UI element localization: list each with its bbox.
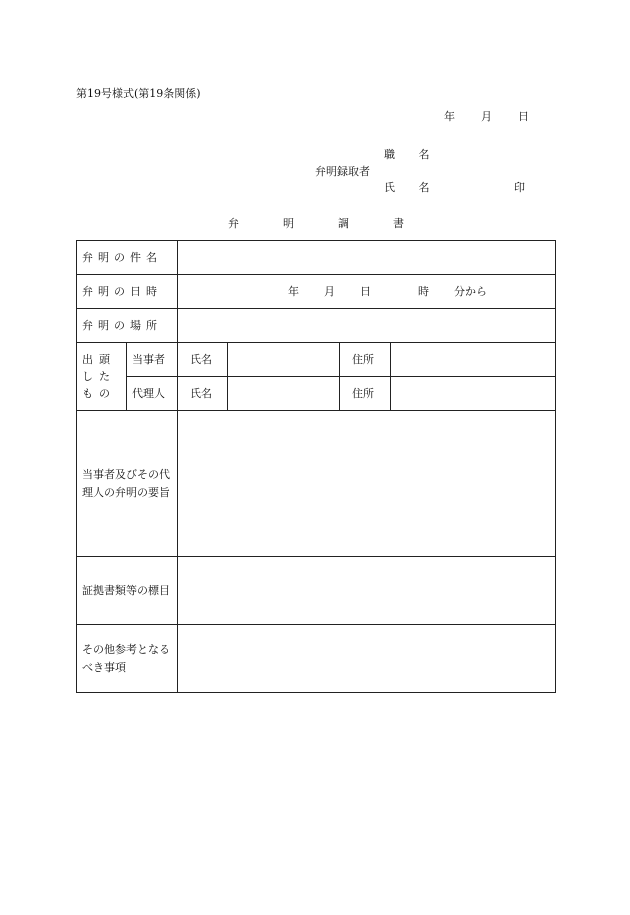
position-label: 職 名 bbox=[384, 148, 440, 161]
party-address-label: 住所 bbox=[340, 343, 391, 377]
datetime-label: 弁明の日時 bbox=[77, 275, 178, 309]
other-row bbox=[77, 625, 556, 693]
name-label: 氏 名 bbox=[384, 181, 440, 194]
agent-row bbox=[77, 377, 556, 411]
gist-label: 当事者及びその代理人の弁明の要旨 bbox=[77, 411, 178, 557]
agent-name-field[interactable] bbox=[228, 377, 340, 411]
datetime-row bbox=[77, 275, 556, 309]
party-label: 当事者 bbox=[127, 343, 178, 377]
agent-name-label: 氏名 bbox=[178, 377, 228, 411]
place-label: 弁明の場所 bbox=[77, 309, 178, 343]
place-field[interactable] bbox=[178, 309, 556, 343]
header-date-year: 年 bbox=[444, 110, 455, 123]
title-char-3: 調 bbox=[338, 217, 349, 230]
party-row bbox=[77, 343, 556, 377]
subject-row bbox=[77, 241, 556, 275]
party-address-field[interactable] bbox=[391, 343, 556, 377]
document-title bbox=[228, 218, 404, 229]
subject-label: 弁明の件名 bbox=[77, 241, 178, 275]
header-date bbox=[444, 111, 529, 122]
other-label: その他参考となるべき事項 bbox=[77, 625, 178, 693]
header-date-month: 月 bbox=[481, 110, 492, 123]
header-date-day: 日 bbox=[518, 110, 529, 123]
statement-form-table bbox=[76, 240, 556, 693]
party-name-field[interactable] bbox=[228, 343, 340, 377]
datetime-field[interactable] bbox=[178, 275, 556, 309]
place-row bbox=[77, 309, 556, 343]
datetime-from: 分から bbox=[454, 284, 487, 298]
other-field[interactable] bbox=[178, 625, 556, 693]
evidence-row bbox=[77, 557, 556, 625]
party-name-label: 氏名 bbox=[178, 343, 228, 377]
subject-field[interactable] bbox=[178, 241, 556, 275]
agent-address-label: 住所 bbox=[340, 377, 391, 411]
agent-label: 代理人 bbox=[127, 377, 178, 411]
evidence-field[interactable] bbox=[178, 557, 556, 625]
agent-address-field[interactable] bbox=[391, 377, 556, 411]
recorder-label: 弁明録取者 bbox=[315, 165, 370, 178]
title-char-4: 書 bbox=[393, 217, 404, 230]
datetime-hour: 時 bbox=[418, 284, 429, 298]
attendees-label: 出頭したもの bbox=[77, 343, 127, 411]
datetime-day: 日 bbox=[360, 284, 371, 298]
seal-mark: 印 bbox=[514, 181, 525, 194]
datetime-year: 年 bbox=[288, 284, 299, 298]
evidence-label: 証拠書類等の標目 bbox=[77, 557, 178, 625]
title-char-1: 弁 bbox=[228, 217, 239, 230]
form-number: 第19号様式(第19条関係) bbox=[76, 87, 201, 100]
gist-field[interactable] bbox=[178, 411, 556, 557]
datetime-month: 月 bbox=[324, 284, 335, 298]
gist-row bbox=[77, 411, 556, 557]
title-char-2: 明 bbox=[283, 217, 294, 230]
